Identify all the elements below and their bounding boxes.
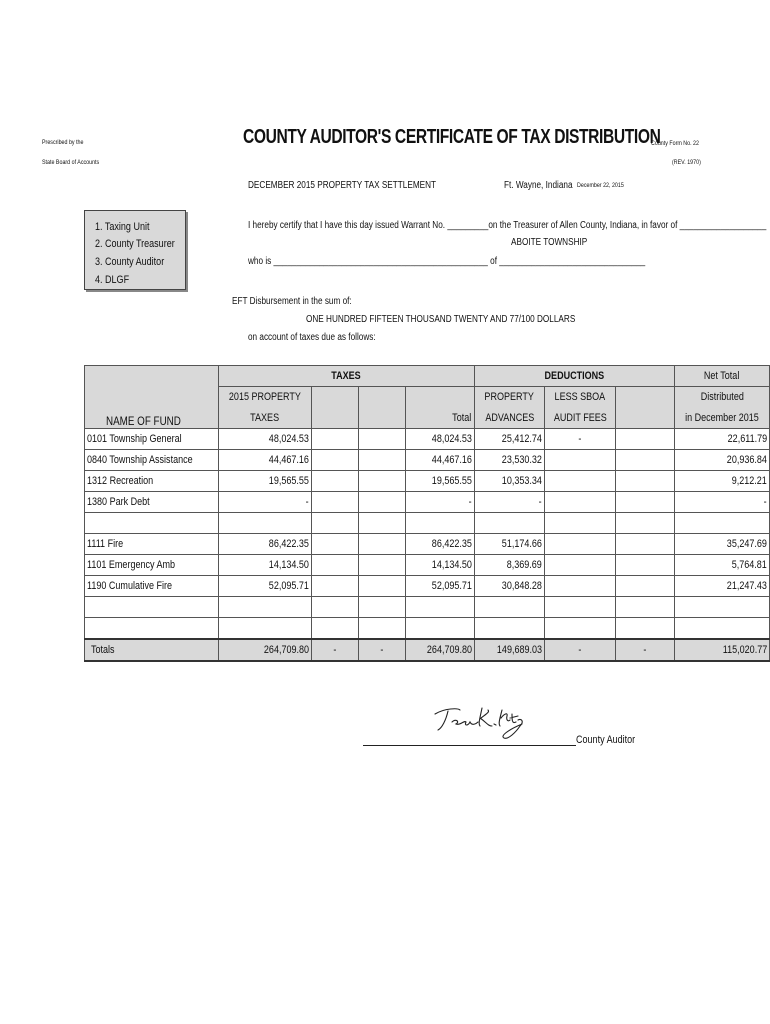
header-blank-col [615,387,674,429]
cell-fund-name [85,597,219,618]
form-number: County Form No. 22 [651,140,699,147]
cell-property-taxes: 14,134.50 [218,555,311,576]
account-line: on account of taxes due as follows: [248,332,376,343]
cell-col3 [311,597,358,618]
header-property-advances: PROPERTY [474,387,544,408]
cell-property-advances [474,618,544,639]
cell-col3 [311,576,358,597]
cell-net-total: 9,212.21 [675,471,770,492]
table-row [85,492,770,513]
cell-fund-name: 1190 Cumulative Fire [85,576,219,597]
cell-net-total: - [675,492,770,513]
cell-property-taxes [218,597,311,618]
cell-total: 19,565.55 [406,471,475,492]
table-row [85,576,770,597]
header-net-total: Net Total [675,366,770,387]
cell-col8 [615,555,674,576]
cell-fund-name: 1312 Recreation [85,471,219,492]
signature-line [363,745,576,746]
cell-fund-name: 1380 Park Debt [85,492,219,513]
cell-sboa-fees [545,597,616,618]
cell-col8 [615,429,674,450]
page-title: COUNTY AUDITOR'S CERTIFICATE OF TAX DISTRIBUTION [243,126,661,148]
amount-in-words: ONE HUNDRED FIFTEEN THOUSAND TWENTY AND 77/100 DOLLARS [306,314,576,325]
cell-col4 [358,618,406,639]
cell-net-total: 21,247.43 [675,576,770,597]
header-taxes-group: TAXES [218,366,474,387]
totals-col4: - [358,639,406,661]
cell-property-taxes: - [218,492,311,513]
totals-advances: 149,689.03 [474,639,544,661]
header-net-december: in December 2015 [675,408,770,429]
prescribed-by-line: Prescribed by the [42,139,84,146]
cell-col4 [358,576,406,597]
totals-total: 264,709.80 [406,639,475,661]
cell-property-taxes [218,618,311,639]
cell-total: 52,095.71 [406,576,475,597]
table-row [85,534,770,555]
header-sboa-fees-2: AUDIT FEES [545,408,616,429]
cell-col4 [358,534,406,555]
cell-property-taxes: 48,024.53 [218,429,311,450]
header-name-of-fund: NAME OF FUND [85,366,219,429]
cell-property-taxes: 52,095.71 [218,576,311,597]
cell-sboa-fees [545,618,616,639]
table-row [85,513,770,534]
table-row [85,429,770,450]
header-net-distributed: Distributed [675,387,770,408]
cell-property-advances [474,597,544,618]
cell-sboa-fees [545,450,616,471]
cell-net-total: 22,611.79 [675,429,770,450]
cell-property-advances: 8,369.69 [474,555,544,576]
cell-col8 [615,597,674,618]
cell-col3 [311,555,358,576]
cell-property-advances: - [474,492,544,513]
settlement-date: December 22, 2015 [577,182,624,189]
header-blank-col [311,387,358,429]
header-property-taxes: 2015 PROPERTY [218,387,311,408]
cell-total: 86,422.35 [406,534,475,555]
header-total-spacer [406,387,475,408]
header-deductions-group: DEDUCTIONS [474,366,674,387]
cell-col8 [615,534,674,555]
cell-sboa-fees [545,534,616,555]
cell-property-taxes: 44,467.16 [218,450,311,471]
cell-fund-name: 1101 Emergency Amb [85,555,219,576]
cell-fund-name: 0101 Township General [85,429,219,450]
distribution-item: 4. DLGF [95,274,130,286]
cell-total [406,597,475,618]
state-board-line: State Board of Accounts [42,159,100,166]
cell-col3 [311,429,358,450]
cell-col3 [311,492,358,513]
cell-property-advances: 25,412.74 [474,429,544,450]
totals-label: Totals [85,639,219,661]
cell-net-total [675,513,770,534]
cell-sboa-fees [545,576,616,597]
revision-label: (REV. 1970) [672,159,701,166]
cell-sboa-fees [545,555,616,576]
auditor-signature-image [430,700,530,745]
cell-col8 [615,471,674,492]
cell-net-total: 5,764.81 [675,555,770,576]
header-sboa-fees: LESS SBOA [545,387,616,408]
cell-sboa-fees [545,513,616,534]
cell-col4 [358,471,406,492]
table-row [85,450,770,471]
cell-total: 48,024.53 [406,429,475,450]
cell-col8 [615,492,674,513]
cell-net-total [675,618,770,639]
cell-col3 [311,618,358,639]
totals-net: 115,020.77 [675,639,770,661]
cell-property-taxes [218,513,311,534]
cell-col4 [358,555,406,576]
header-property-taxes-2: TAXES [218,408,311,429]
cell-col3 [311,513,358,534]
cell-col3 [311,450,358,471]
cell-property-advances: 30,848.28 [474,576,544,597]
header-total: Total [406,408,475,429]
cell-property-advances: 23,530.32 [474,450,544,471]
cell-col4 [358,597,406,618]
cell-property-advances [474,513,544,534]
table-row [85,618,770,639]
cell-fund-name [85,513,219,534]
cell-col4 [358,429,406,450]
table-row [85,597,770,618]
cell-col8 [615,576,674,597]
cell-net-total: 20,936.84 [675,450,770,471]
cell-net-total: 35,247.69 [675,534,770,555]
auditor-title: County Auditor [576,734,636,746]
fund-distribution-table [84,365,770,662]
table-row [85,471,770,492]
totals-col3: - [311,639,358,661]
cell-property-advances: 10,353.34 [474,471,544,492]
table-row [85,555,770,576]
certify-statement: I hereby certify that I have this day issued Warrant No. _________on the Treasurer of Allen County, Indiana, in favor of ___________________ [248,220,767,231]
cell-property-advances: 51,174.66 [474,534,544,555]
totals-col8: - [615,639,674,661]
cell-col8 [615,618,674,639]
cell-total [406,513,475,534]
header-blank-col [358,387,406,429]
who-is-line: who is _______________________________________________ of ________________________________ [248,256,646,267]
settlement-label: DECEMBER 2015 PROPERTY TAX SETTLEMENT [248,180,437,191]
totals-row [85,639,770,661]
cell-total: 14,134.50 [406,555,475,576]
cell-total: 44,467.16 [406,450,475,471]
distribution-item: 2. County Treasurer [95,238,175,250]
cell-total [406,618,475,639]
totals-property-taxes: 264,709.80 [218,639,311,661]
cell-col8 [615,513,674,534]
cell-sboa-fees [545,471,616,492]
header-property-advances-2: ADVANCES [474,408,544,429]
payee-name: ABOITE TOWNSHIP [511,237,588,248]
totals-sboa: - [545,639,616,661]
cell-col3 [311,534,358,555]
cell-col4 [358,492,406,513]
cell-fund-name: 0840 Township Assistance [85,450,219,471]
cell-net-total [675,597,770,618]
cell-property-taxes: 19,565.55 [218,471,311,492]
distribution-item: 3. County Auditor [95,256,165,268]
cell-col8 [615,450,674,471]
cell-fund-name: 1111 Fire [85,534,219,555]
cell-col4 [358,513,406,534]
cell-col4 [358,450,406,471]
distribution-item: 1. Taxing Unit [95,221,150,233]
distribution-list-box [84,210,186,290]
cell-property-taxes: 86,422.35 [218,534,311,555]
cell-total: - [406,492,475,513]
cell-sboa-fees: - [545,429,616,450]
cell-sboa-fees [545,492,616,513]
cell-fund-name [85,618,219,639]
cell-col3 [311,471,358,492]
eft-label: EFT Disbursement in the sum of: [232,296,352,307]
settlement-location: Ft. Wayne, Indiana [504,180,573,191]
